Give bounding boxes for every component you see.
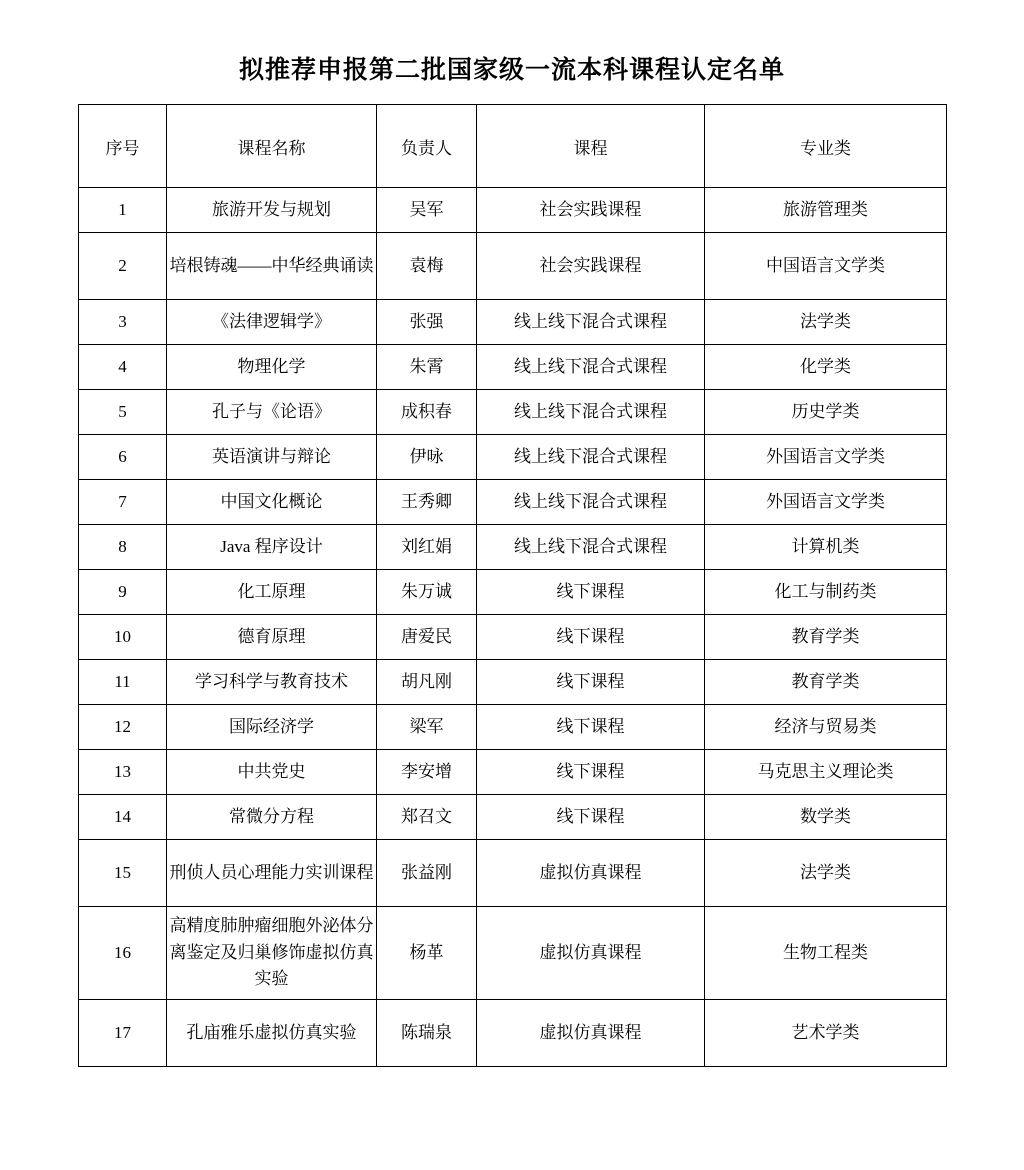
cell-no: 7: [79, 480, 167, 525]
cell-no: 10: [79, 615, 167, 660]
cell-major: 旅游管理类: [705, 188, 947, 233]
cell-name: 英语演讲与辩论: [167, 435, 377, 480]
column-header-owner: 负责人: [377, 105, 477, 188]
cell-owner: 唐爱民: [377, 615, 477, 660]
cell-owner: 张强: [377, 300, 477, 345]
table-header-row: [79, 105, 947, 188]
table-row: [79, 233, 947, 300]
cell-owner: 胡凡刚: [377, 660, 477, 705]
cell-major: 外国语言文学类: [705, 435, 947, 480]
course-list-table: [78, 104, 947, 1067]
table-row: [79, 840, 947, 907]
cell-type: 线下课程: [477, 660, 705, 705]
cell-owner: 朱万诚: [377, 570, 477, 615]
cell-owner: 朱霄: [377, 345, 477, 390]
cell-owner: 吴军: [377, 188, 477, 233]
cell-name: Java 程序设计: [167, 525, 377, 570]
cell-name: 孔庙雅乐虚拟仿真实验: [167, 1000, 377, 1067]
cell-name: 物理化学: [167, 345, 377, 390]
cell-no: 9: [79, 570, 167, 615]
table-row: [79, 525, 947, 570]
table-row: [79, 345, 947, 390]
cell-type: 线下课程: [477, 705, 705, 750]
cell-no: 3: [79, 300, 167, 345]
cell-type: 社会实践课程: [477, 233, 705, 300]
cell-owner: 刘红娟: [377, 525, 477, 570]
cell-type: 线下课程: [477, 750, 705, 795]
cell-name: 刑侦人员心理能力实训课程: [167, 840, 377, 907]
cell-type: 线上线下混合式课程: [477, 435, 705, 480]
table-row: [79, 750, 947, 795]
cell-name: 培根铸魂——中华经典诵读: [167, 233, 377, 300]
cell-type: 线上线下混合式课程: [477, 345, 705, 390]
table-row: [79, 480, 947, 525]
cell-no: 6: [79, 435, 167, 480]
cell-major: 法学类: [705, 840, 947, 907]
table-row: [79, 570, 947, 615]
table-row: [79, 435, 947, 480]
cell-type: 线上线下混合式课程: [477, 480, 705, 525]
cell-major: 中国语言文学类: [705, 233, 947, 300]
table-row: [79, 1000, 947, 1067]
table-container: [0, 104, 1024, 1067]
cell-owner: 陈瑞泉: [377, 1000, 477, 1067]
cell-owner: 伊咏: [377, 435, 477, 480]
cell-major: 艺术学类: [705, 1000, 947, 1067]
cell-owner: 杨革: [377, 907, 477, 1000]
cell-no: 5: [79, 390, 167, 435]
cell-no: 13: [79, 750, 167, 795]
cell-no: 17: [79, 1000, 167, 1067]
cell-type: 线上线下混合式课程: [477, 525, 705, 570]
cell-owner: 王秀卿: [377, 480, 477, 525]
cell-major: 生物工程类: [705, 907, 947, 1000]
table-row: [79, 907, 947, 1000]
cell-owner: 袁梅: [377, 233, 477, 300]
cell-major: 经济与贸易类: [705, 705, 947, 750]
cell-no: 8: [79, 525, 167, 570]
cell-name: 国际经济学: [167, 705, 377, 750]
cell-major: 化工与制药类: [705, 570, 947, 615]
cell-owner: 郑召文: [377, 795, 477, 840]
cell-name: 德育原理: [167, 615, 377, 660]
cell-no: 16: [79, 907, 167, 1000]
cell-name: 旅游开发与规划: [167, 188, 377, 233]
cell-major: 历史学类: [705, 390, 947, 435]
cell-name: 常微分方程: [167, 795, 377, 840]
cell-major: 马克思主义理论类: [705, 750, 947, 795]
table-row: [79, 795, 947, 840]
cell-major: 法学类: [705, 300, 947, 345]
cell-major: 化学类: [705, 345, 947, 390]
cell-no: 12: [79, 705, 167, 750]
cell-no: 15: [79, 840, 167, 907]
table-header: [79, 105, 947, 188]
cell-name: 《法律逻辑学》: [167, 300, 377, 345]
cell-owner: 梁军: [377, 705, 477, 750]
cell-no: 2: [79, 233, 167, 300]
cell-type: 虚拟仿真课程: [477, 907, 705, 1000]
cell-type: 线上线下混合式课程: [477, 300, 705, 345]
cell-type: 线下课程: [477, 570, 705, 615]
column-header-no: 序号: [79, 105, 167, 188]
cell-major: 教育学类: [705, 615, 947, 660]
cell-major: 教育学类: [705, 660, 947, 705]
page-title: 拟推荐申报第二批国家级一流本科课程认定名单: [238, 57, 785, 84]
cell-owner: 李安增: [377, 750, 477, 795]
cell-name: 中国文化概论: [167, 480, 377, 525]
column-header-major: 专业类: [705, 105, 947, 188]
cell-no: 1: [79, 188, 167, 233]
cell-owner: 张益刚: [377, 840, 477, 907]
table-row: [79, 660, 947, 705]
table-row: [79, 390, 947, 435]
cell-name: 中共党史: [167, 750, 377, 795]
cell-type: 虚拟仿真课程: [477, 840, 705, 907]
cell-type: 线下课程: [477, 795, 705, 840]
cell-owner: 成积春: [377, 390, 477, 435]
cell-type: 虚拟仿真课程: [477, 1000, 705, 1067]
cell-type: 线上线下混合式课程: [477, 390, 705, 435]
cell-type: 线下课程: [477, 615, 705, 660]
cell-type: 社会实践课程: [477, 188, 705, 233]
table-body: [79, 188, 947, 1067]
table-row: [79, 615, 947, 660]
cell-name: 学习科学与教育技术: [167, 660, 377, 705]
cell-major: 计算机类: [705, 525, 947, 570]
cell-no: 4: [79, 345, 167, 390]
cell-no: 11: [79, 660, 167, 705]
column-header-name: 课程名称: [167, 105, 377, 188]
cell-major: 外国语言文学类: [705, 480, 947, 525]
table-row: [79, 705, 947, 750]
table-row: [79, 300, 947, 345]
cell-name: 高精度肺肿瘤细胞外泌体分离鉴定及归巢修饰虚拟仿真实验: [167, 907, 377, 1000]
table-row: [79, 188, 947, 233]
cell-no: 14: [79, 795, 167, 840]
column-header-type: 课程: [477, 105, 705, 188]
cell-major: 数学类: [705, 795, 947, 840]
cell-name: 孔子与《论语》: [167, 390, 377, 435]
cell-name: 化工原理: [167, 570, 377, 615]
